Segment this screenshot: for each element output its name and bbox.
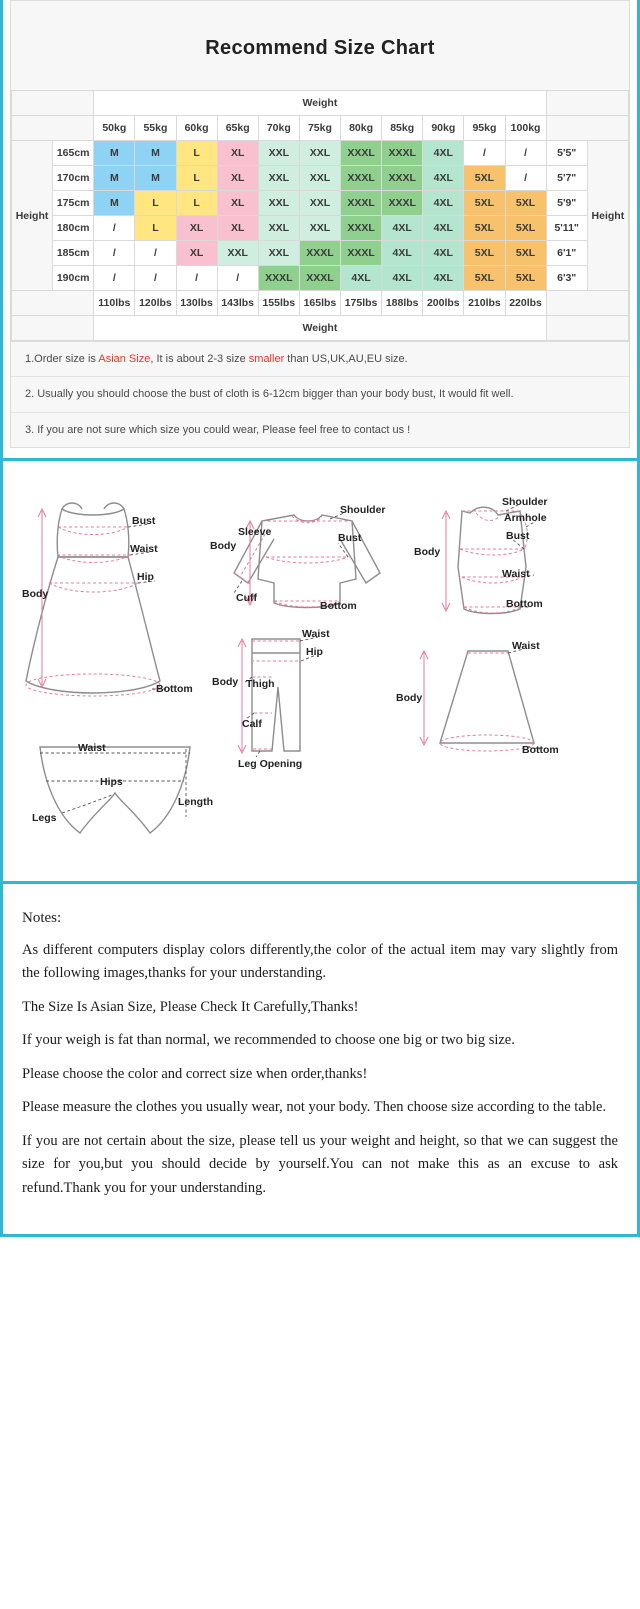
svg-text:Body: Body [210,539,237,552]
size-cell: / [217,266,258,291]
svg-text:Bottom: Bottom [320,599,357,612]
size-cell: XXL [299,141,340,166]
weight-kg-header: 65kg [217,116,258,141]
size-cell: M [94,191,135,216]
table-row [12,141,629,166]
table-row [12,216,629,241]
size-cell: L [135,191,176,216]
note-paragraph: Please measure the clothes you usually wear, not your body. Then choose size according to the table. [22,1099,607,1116]
spacer-cell [12,116,94,141]
note-paragraph: The Size Is Asian Size, Please Check It Carefully,Thanks! [22,998,359,1015]
size-cell: XXL [258,191,299,216]
size-cell: XXXL [341,241,382,266]
table-row [12,116,629,141]
weight-kg-header: 95kg [464,116,505,141]
table-row [12,166,629,191]
note-paragraph: If your weigh is fat than normal, we recommended to choose one big or two big size. [22,1032,515,1049]
size-cell: XXXL [382,141,423,166]
height-cm-header: 185cm [53,241,94,266]
svg-text:Sleeve: Sleeve [238,525,272,538]
height-cm-header: 165cm [53,141,94,166]
size-cell: 5XL [505,191,546,216]
svg-text:Length: Length [178,795,213,808]
height-ft-header: 5'7" [546,166,587,191]
size-cell: XL [217,141,258,166]
size-cell: 5XL [464,216,505,241]
size-cell: / [94,266,135,291]
table-row [12,316,629,341]
svg-text:Waist: Waist [502,567,530,580]
size-cell: 4XL [423,216,464,241]
height-ft-header: 5'9" [546,191,587,216]
spacer-cell [546,116,628,141]
svg-text:Body: Body [414,545,441,558]
size-cell: 4XL [423,166,464,191]
weight-kg-header: 60kg [176,116,217,141]
svg-text:Cuff: Cuff [236,591,257,604]
size-cell: XXXL [382,166,423,191]
svg-text:Calf: Calf [242,717,262,730]
spacer-cell [12,316,94,341]
size-cell: 4XL [423,191,464,216]
height-cm-header: 180cm [53,216,94,241]
diagram-skirt [396,640,559,756]
note-text: than US,UK,AU,EU size. [284,353,408,365]
weight-kg-header: 80kg [341,116,382,141]
size-cell: L [135,216,176,241]
height-cm-header: 190cm [53,266,94,291]
note-text: 2. Usually you should choose the bust of cloth is 6-12cm bigger than your body bust, It would fit well. [25,388,514,401]
size-cell: M [94,166,135,191]
spacer-cell [546,91,628,116]
weight-kg-header: 90kg [423,116,464,141]
size-cell: / [505,166,546,191]
svg-text:Body: Body [396,691,423,704]
weight-lbs-header: 200lbs [423,291,464,316]
weight-lbs-header: 220lbs [505,291,546,316]
size-cell: XXL [299,191,340,216]
size-cell: 4XL [341,266,382,291]
weight-kg-header: 100kg [505,116,546,141]
notes-heading: Notes: [22,909,62,926]
diagram-pants [212,628,330,770]
size-cell: L [176,166,217,191]
size-cell: XXXL [258,266,299,291]
weight-lbs-header: 120lbs [135,291,176,316]
svg-text:Hip: Hip [306,645,323,658]
table-row [12,191,629,216]
table-row [12,241,629,266]
spacer-cell [12,91,94,116]
svg-text:Waist: Waist [302,627,330,640]
note-paragraph: As different computers display colors differently,the color of the actual item may vary slightly from the following images,thanks for your understanding. [22,941,618,982]
note-emphasis: Asian Size [98,353,151,365]
diagram-long-sleeve-top [210,504,386,612]
size-cell: XXL [299,166,340,191]
size-cell: L [176,191,217,216]
size-cell: 5XL [464,166,505,191]
size-cell: / [135,241,176,266]
chart-note [11,342,629,377]
svg-text:Waist: Waist [78,741,106,754]
diagram-tank-top [414,496,548,614]
weight-lbs-header: 188lbs [382,291,423,316]
size-cell: M [94,141,135,166]
weight-lbs-header: 165lbs [299,291,340,316]
height-cm-header: 175cm [53,191,94,216]
size-cell: XXXL [299,266,340,291]
weight-header: Weight [94,91,546,116]
diagram-brief [32,742,213,833]
table-row [12,291,629,316]
svg-text:Shoulder: Shoulder [502,495,548,508]
svg-text:Bottom: Bottom [522,743,559,756]
size-cell: M [135,166,176,191]
weight-lbs-header: 210lbs [464,291,505,316]
size-cell: XXXL [299,241,340,266]
spacer-cell [546,291,628,316]
size-cell: XXXL [382,191,423,216]
size-cell: 4XL [423,266,464,291]
size-cell: 5XL [505,216,546,241]
svg-text:Bottom: Bottom [156,682,193,695]
size-cell: / [176,266,217,291]
measurement-diagram [0,461,640,881]
svg-text:Body: Body [22,587,49,600]
size-cell: XL [176,241,217,266]
size-chart-table [11,90,629,341]
chart-note [11,377,629,412]
size-cell: M [135,141,176,166]
note-emphasis: smaller [248,353,285,365]
size-cell: XXXL [341,216,382,241]
size-cell: 4XL [423,241,464,266]
size-cell: XL [176,216,217,241]
svg-text:Legs: Legs [32,811,57,824]
measurement-diagram-block [0,458,640,884]
weight-lbs-header: 110lbs [94,291,135,316]
svg-text:Bust: Bust [506,529,530,542]
height-label-right: Height [587,141,628,291]
size-cell: XXL [258,216,299,241]
table-row [12,91,629,116]
chart-notes-list [11,341,629,447]
size-cell: XXL [217,241,258,266]
weight-kg-header: 50kg [94,116,135,141]
svg-text:Shoulder: Shoulder [340,503,386,516]
weight-kg-header: 75kg [299,116,340,141]
size-cell: 5XL [505,266,546,291]
height-ft-header: 6'3" [546,266,587,291]
table-row [12,266,629,291]
svg-text:Waist: Waist [130,542,158,555]
chart-note [11,413,629,447]
note-paragraph: Please choose the color and correct size when order,thanks! [22,1065,368,1082]
weight-lbs-header: 130lbs [176,291,217,316]
size-cell: XL [217,191,258,216]
size-cell: 4XL [382,216,423,241]
weight-lbs-header: 175lbs [341,291,382,316]
size-cell: / [135,266,176,291]
size-cell: XXL [258,241,299,266]
size-cell: / [464,141,505,166]
page-title: Recommend Size Chart [205,37,435,59]
svg-text:Thigh: Thigh [246,677,275,690]
weight-kg-header: 70kg [258,116,299,141]
size-cell: / [94,216,135,241]
size-cell: 5XL [464,241,505,266]
size-cell: XXXL [341,166,382,191]
note-paragraph: If you are not certain about the size, please tell us your weight and height, so that we can suggest the size for you,but you should decide by yourself.You can not make this as an excuse to ask refund.Thank you for your understanding. [22,1132,618,1196]
size-cell: 5XL [464,266,505,291]
size-cell: XXXL [341,141,382,166]
svg-text:Bust: Bust [132,514,156,527]
svg-text:Bust: Bust [338,531,362,544]
size-cell: XXL [258,166,299,191]
size-cell: 5XL [505,241,546,266]
weight-lbs-header: 143lbs [217,291,258,316]
size-cell: 4XL [382,241,423,266]
size-cell: 4XL [382,266,423,291]
size-cell: L [176,141,217,166]
height-ft-header: 6'1" [546,241,587,266]
svg-text:Leg Opening: Leg Opening [238,757,303,770]
size-cell: 5XL [464,191,505,216]
svg-text:Waist: Waist [512,639,540,652]
height-cm-header: 170cm [53,166,94,191]
size-cell: / [94,241,135,266]
height-ft-header: 5'11" [546,216,587,241]
height-label-left: Height [12,141,53,291]
weight-kg-header: 85kg [382,116,423,141]
size-cell: XXL [258,141,299,166]
height-ft-header: 5'5" [546,141,587,166]
size-cell: XXL [299,216,340,241]
weight-kg-header: 55kg [135,116,176,141]
size-cell: XL [217,216,258,241]
spacer-cell [546,316,628,341]
weight-footer: Weight [94,316,546,341]
left-accent-bar-2 [0,0,3,1237]
size-cell: XXXL [341,191,382,216]
size-cell: 4XL [423,141,464,166]
svg-text:Bottom: Bottom [506,597,543,610]
svg-text:Armhole: Armhole [504,511,547,524]
note-text: , It is about 2-3 size [150,353,249,365]
svg-text:Body: Body [212,675,239,688]
weight-lbs-header: 155lbs [258,291,299,316]
size-cell: / [505,141,546,166]
svg-text:Hips: Hips [100,775,123,788]
size-chart-block [10,0,630,448]
note-text: 1.Order size is [25,353,99,365]
size-cell: XL [217,166,258,191]
svg-text:Hip: Hip [137,570,154,583]
spacer-cell [12,291,94,316]
diagram-dress [22,503,193,696]
note-text: 3. If you are not sure which size you could wear, Please feel free to contact us ! [25,423,411,436]
notes-section [0,884,640,1237]
